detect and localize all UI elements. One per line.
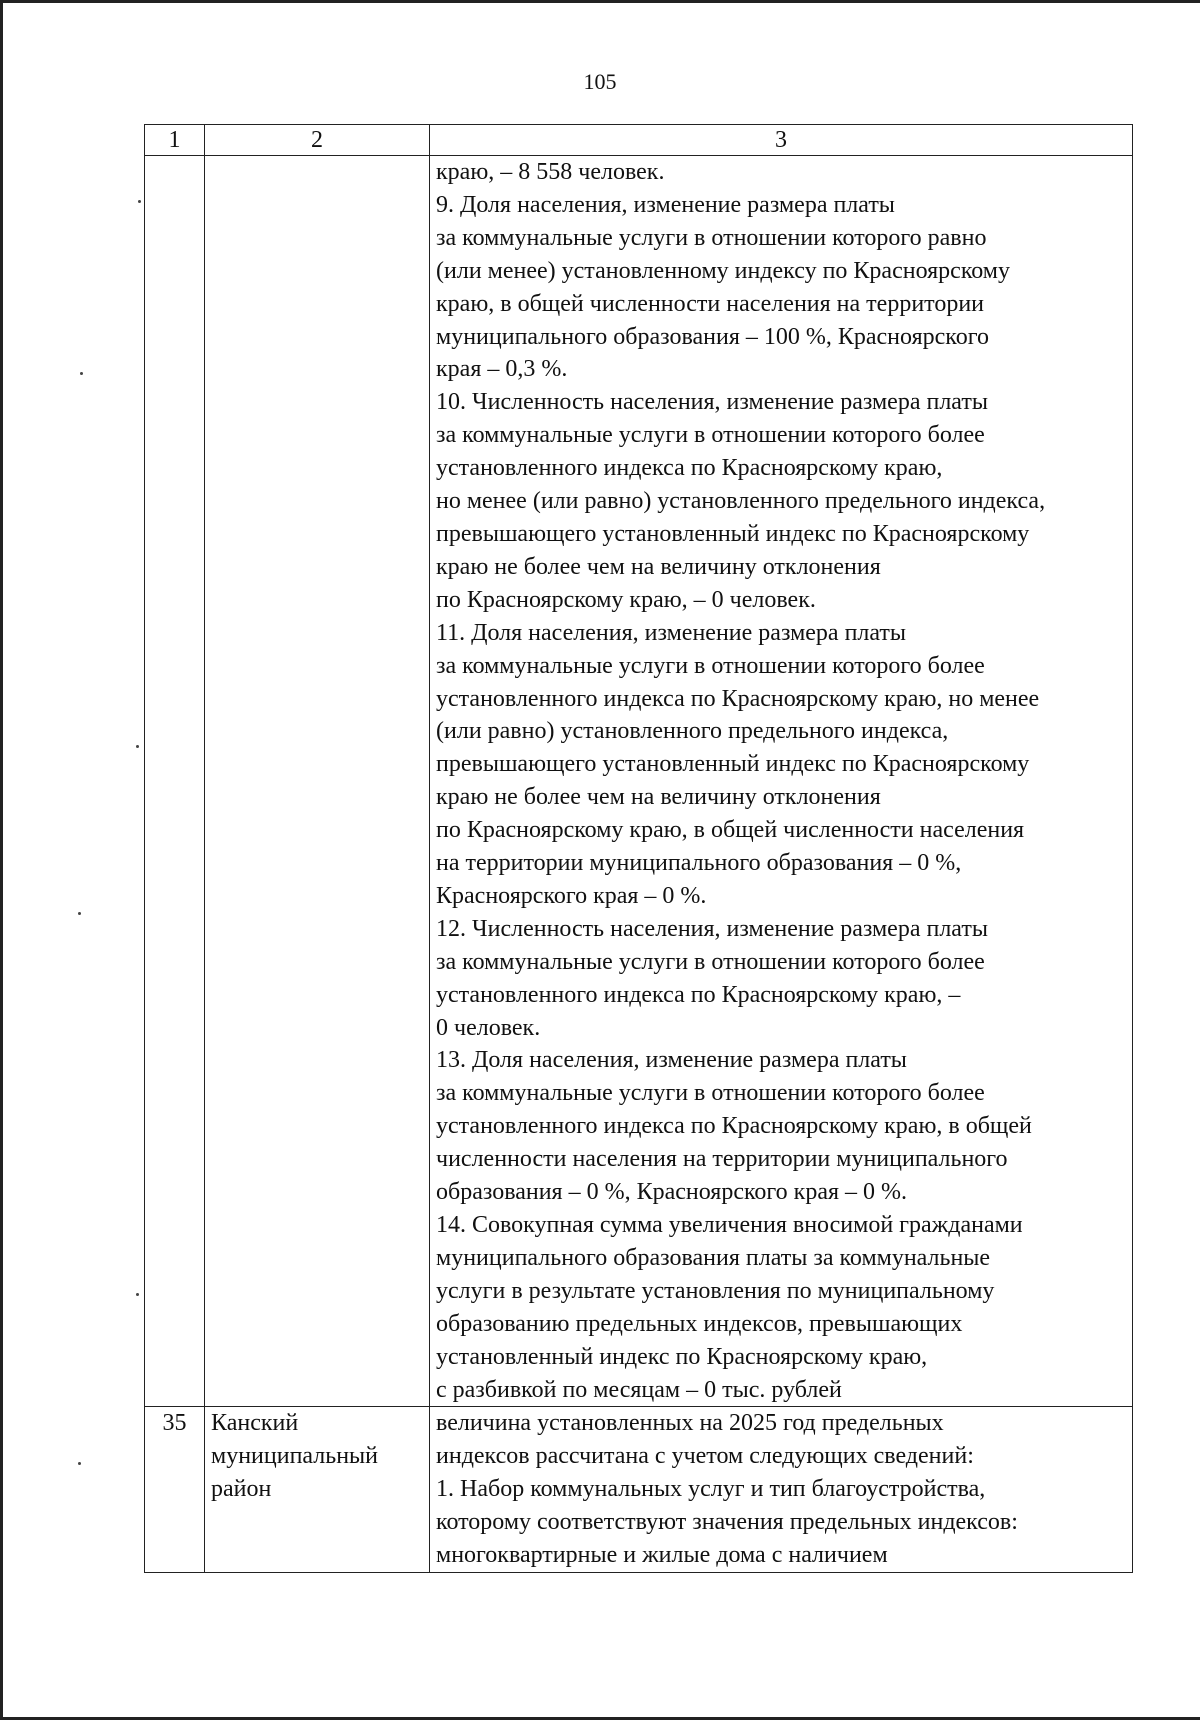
column-header-number: 1	[145, 125, 205, 156]
document-table	[144, 124, 1133, 1573]
scan-speck	[136, 1293, 139, 1296]
row-description-cell: величина установленных на 2025 год предельных индексов рассчитана с учетом следующих сведений: 1. Набор коммунальных услуг и тип благоустройства, которому соответствуют значения предельных индексов: многоквартирные и жилые дома с наличием	[430, 1407, 1133, 1573]
scan-speck	[78, 912, 81, 915]
column-header-name: 2	[205, 125, 430, 156]
page-number: 105	[583, 69, 617, 94]
scan-speck	[136, 745, 139, 748]
table-row	[145, 1407, 1133, 1573]
scan-speck	[78, 1462, 81, 1465]
row-description-cell: краю, – 8 558 человек. 9. Доля населения, изменение размера платы за коммунальные услуги в отношении которого равно (или менее) установленному индексу по Красноярскому краю, в общей численности населения на территории муниципального образования – 100 %, Красноярского края – 0,3 %. 10. Численность населения, изменение размера платы за коммунальные услуги в отношении которого более установленного индекса по Красноярскому краю, но менее (или равно) установленного предельного индекса, превышающего установленный индекс по Красноярскому краю не более чем на величину отклонения по Красноярскому краю, – 0 человек. 11. Доля населения, изменение размера платы за коммунальные услуги в отношении которого более установленного индекса по Красноярскому краю, но менее (или равно) установленного предельного индекса, превышающего установленный индекс по Красноярскому краю не более чем на величину отклонения по Красноярскому краю, в общей численности населения на территории муниципального образования – 0 %, Красноярского края – 0 %. 12. Численность населения, изменение размера платы за коммунальные услуги в отношении которого более установленного индекса по Красноярскому краю, – 0 человек. 13. Доля населения, изменение размера платы за коммунальные услуги в отношении которого более установленного индекса по Красноярскому краю, в общей численности населения на территории муниципального образования – 0 %, Красноярского края – 0 %. 14. Совокупная сумма увеличения вносимой гражданами муниципального образования платы за коммунальные услуги в результате установления по муниципальному образованию предельных индексов, превышающих установленный индекс по Красноярскому краю, с разбивкой по месяцам – 0 тыс. рублей	[430, 156, 1133, 1407]
scan-speck	[80, 372, 83, 375]
row-number-cell	[145, 156, 205, 1407]
row-name-cell	[205, 156, 430, 1407]
row-number-cell: 35	[145, 1407, 205, 1573]
column-header-description: 3	[430, 125, 1133, 156]
row-name-cell: Канский муниципальный район	[205, 1407, 430, 1573]
table-header-row	[145, 125, 1133, 156]
scan-speck	[138, 200, 141, 203]
table-row	[145, 156, 1133, 1407]
